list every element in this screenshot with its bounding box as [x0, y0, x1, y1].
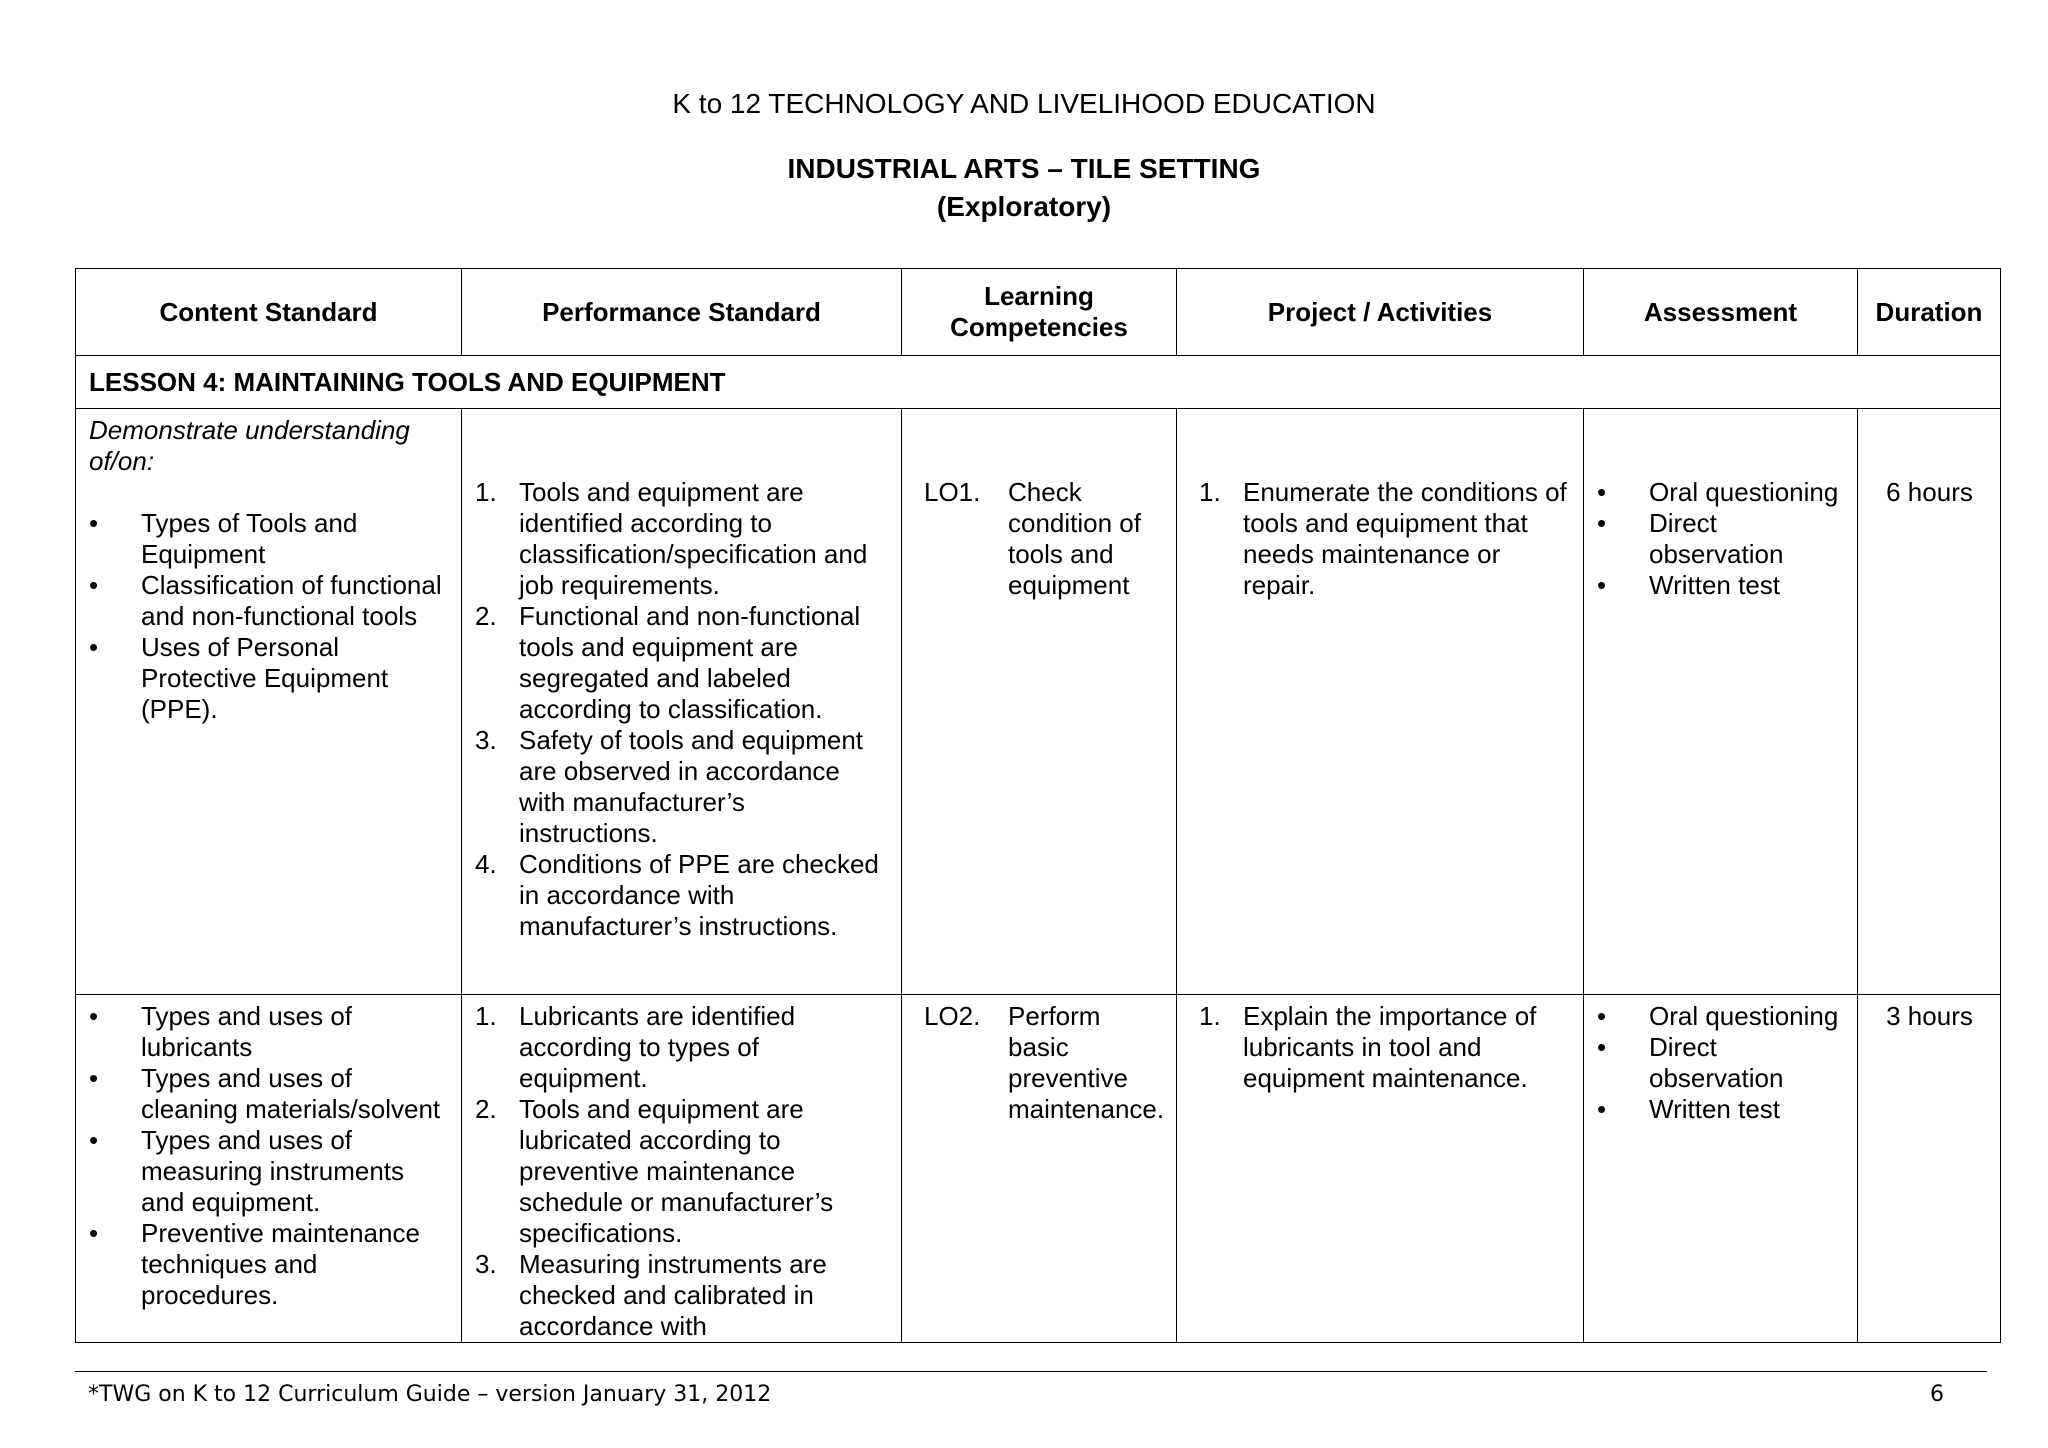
- duration-cell: [1858, 995, 2001, 1343]
- list-item: 1. Explain the importance of lubricants in tool and equipment maintenance.: [1199, 1001, 1537, 1093]
- assessment-cell: [1584, 995, 1858, 1343]
- duration-cell: [1858, 409, 2001, 995]
- col-header-project-activities: Project / Activities: [1177, 269, 1584, 356]
- list-item: • Classification of functional and non-functional tools: [89, 570, 449, 632]
- list-item: 1. Tools and equipment are identified according to classification/specification and job requirements.: [475, 477, 868, 600]
- list-item: 3. Safety of tools and equipment are observed in accordance with manufacturer’s instructions.: [475, 725, 864, 848]
- col-header-performance-standard: Performance Standard: [462, 269, 902, 356]
- list-item: 4. Conditions of PPE are checked in accordance with manufacturer’s instructions.: [475, 849, 879, 941]
- list-item: • Oral questioning: [1597, 1001, 1845, 1032]
- competency-text: Perform basic preventive maintenance.: [1008, 1001, 1165, 1124]
- table-row: [76, 995, 2001, 1343]
- col-header-assessment: Assessment: [1584, 269, 1858, 356]
- page-number: 6: [1930, 1382, 1944, 1407]
- competency-code: LO1.: [924, 477, 981, 507]
- assessment-list: [1597, 1001, 1845, 1125]
- list-item: • Direct observation: [1597, 508, 1845, 570]
- table-row: [76, 409, 2001, 995]
- content-list: [89, 508, 449, 725]
- list-item: • Written test: [1597, 570, 1845, 601]
- table-header-row: [76, 269, 2001, 356]
- assessment-list: [1597, 477, 1845, 601]
- performance-standard-cell: [462, 409, 902, 995]
- activities-list: [1199, 477, 1571, 601]
- competency-item: [924, 477, 1164, 601]
- list-item: 2. Tools and equipment are lubricated according to preventive maintenance schedule or manufacturer’s specifications.: [475, 1094, 834, 1248]
- list-item: • Types and uses of measuring instruments and equipment.: [89, 1125, 449, 1218]
- list-item: • Preventive maintenance techniques and procedures.: [89, 1218, 449, 1311]
- content-standard-cell: [76, 995, 462, 1343]
- activities-list: [1199, 1001, 1571, 1094]
- curriculum-table: [75, 268, 2001, 1343]
- list-item: • Types and uses of cleaning materials/solvent: [89, 1063, 449, 1125]
- document-subject: K to 12 TECHNOLOGY AND LIVELIHOOD EDUCATION: [672, 88, 1376, 119]
- list-item: 1. Lubricants are identified according to types of equipment.: [475, 1001, 796, 1093]
- content-standard-cell: [76, 409, 462, 995]
- performance-standard-cell: [462, 995, 902, 1343]
- list-item: 3. Measuring instruments are checked and calibrated in accordance with: [475, 1249, 827, 1341]
- footer-divider: [75, 1371, 1987, 1372]
- project-activities-cell: [1177, 995, 1584, 1343]
- lesson-title: LESSON 4: MAINTAINING TOOLS AND EQUIPMENT: [76, 356, 2001, 409]
- performance-list: [475, 1001, 889, 1342]
- competency-code: LO2.: [924, 1001, 981, 1031]
- list-item: 1. Enumerate the conditions of tools and equipment that needs maintenance or repair.: [1199, 477, 1567, 600]
- duration-value: 6 hours: [1886, 477, 1973, 507]
- list-item: • Uses of Personal Protective Equipment (PPE).: [89, 632, 449, 725]
- col-header-learning-competencies: Learning Competencies: [902, 269, 1177, 356]
- list-item: • Types of Tools and Equipment: [89, 508, 449, 570]
- list-item: • Oral questioning: [1597, 477, 1845, 508]
- lesson-row: [76, 356, 2001, 409]
- col-header-duration: Duration: [1858, 269, 2001, 356]
- learning-competency-cell: [902, 995, 1177, 1343]
- list-item: 2. Functional and non-functional tools and equipment are segregated and labeled according to classification.: [475, 601, 861, 724]
- performance-list: [475, 477, 889, 942]
- content-list: [89, 1001, 449, 1311]
- list-item: • Direct observation: [1597, 1032, 1845, 1094]
- list-item: • Written test: [1597, 1094, 1845, 1125]
- duration-value: 3 hours: [1886, 1001, 1973, 1031]
- competency-item: [924, 1001, 1164, 1125]
- project-activities-cell: [1177, 409, 1584, 995]
- content-intro: Demonstrate understanding of/on:: [89, 415, 410, 476]
- document-subtitle: (Exploratory): [936, 191, 1112, 222]
- col-header-content-standard: Content Standard: [76, 269, 462, 356]
- competency-text: Check condition of tools and equipment: [1008, 477, 1141, 600]
- document-title: INDUSTRIAL ARTS – TILE SETTING: [787, 153, 1261, 184]
- footer-version: *TWG on K to 12 Curriculum Guide – version January 31, 2012: [88, 1382, 772, 1407]
- assessment-cell: [1584, 409, 1858, 995]
- learning-competency-cell: [902, 409, 1177, 995]
- list-item: • Types and uses of lubricants: [89, 1001, 449, 1063]
